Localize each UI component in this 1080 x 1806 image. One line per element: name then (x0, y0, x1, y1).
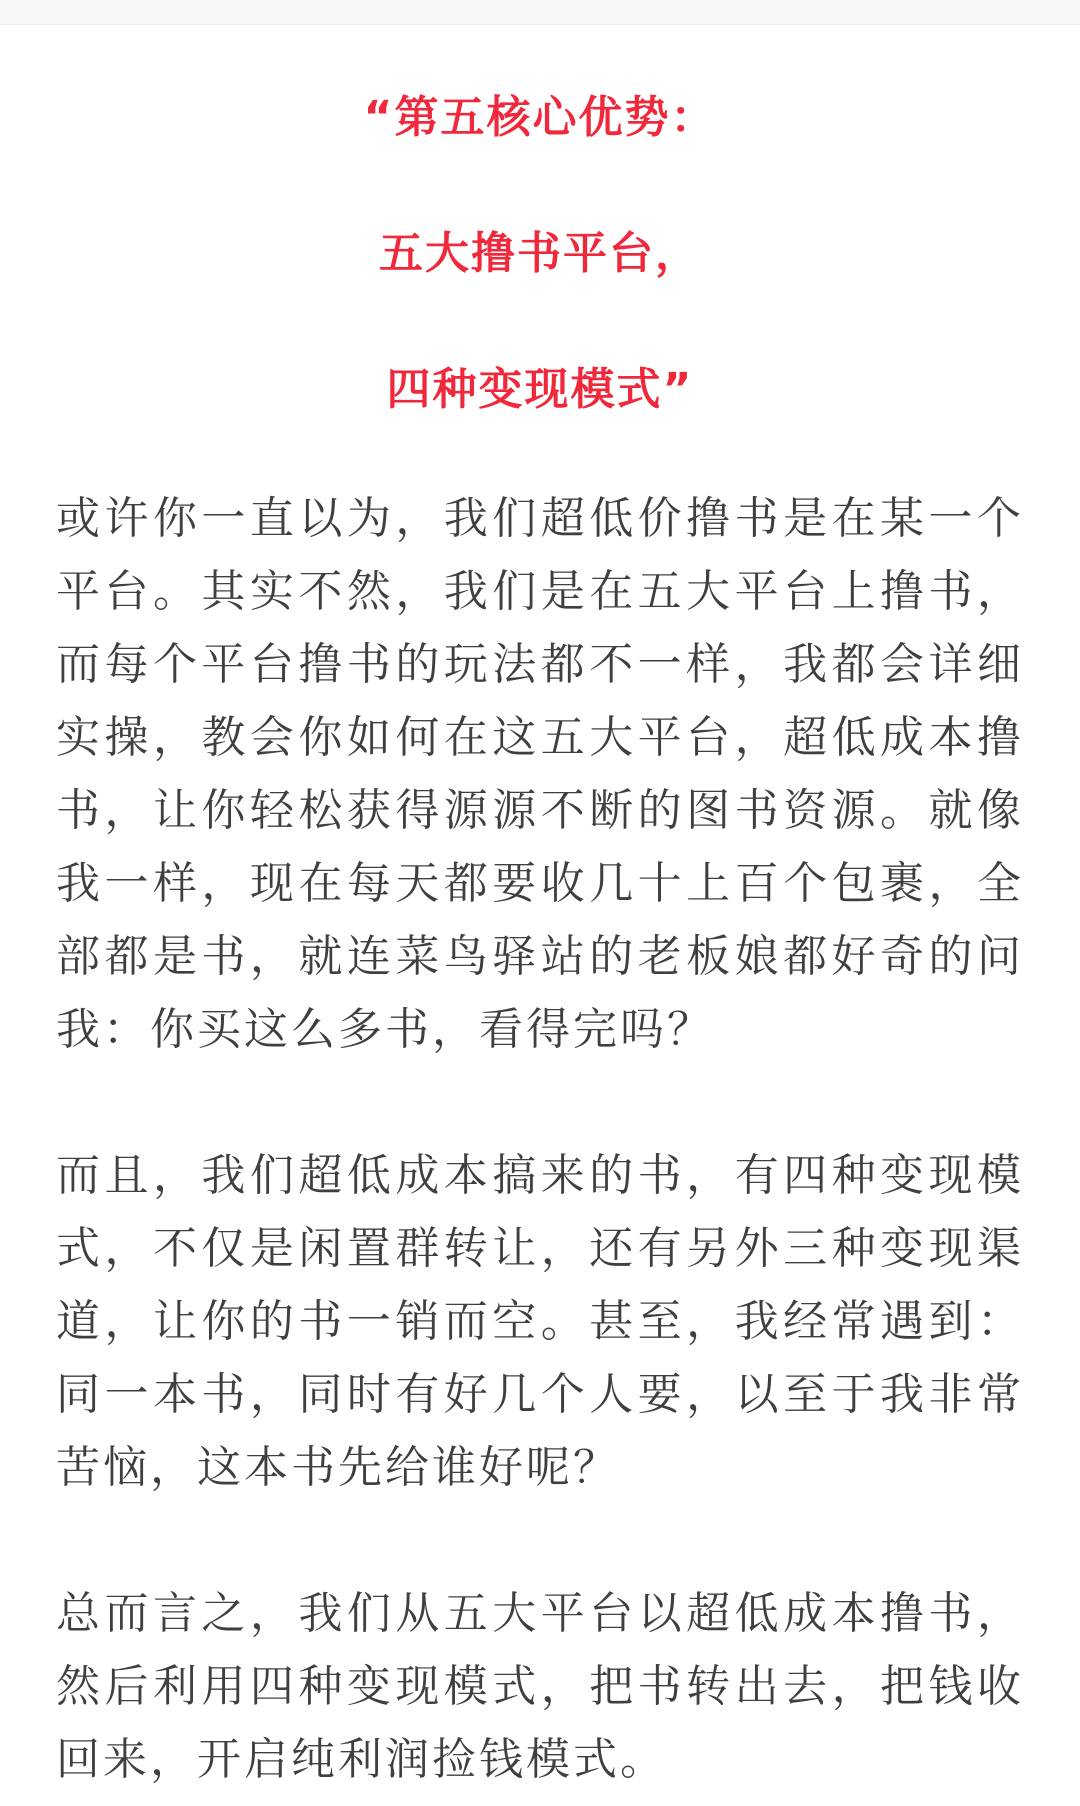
headline-line-1: “第五核心优势： (363, 92, 717, 143)
paragraph-3: 总而言之，我们从五大平台以超低成本撸书，然后利用四种变现模式，把书转出去，把钱收回来，开启纯利润捡钱模式。 (56, 1588, 1024, 1785)
headline (56, 90, 1024, 418)
headline-line-3: 四种变现模式” (386, 364, 694, 415)
paragraph-1: 或许你一直以为，我们超低价撸书是在某一个平台。其实不然，我们是在五大平台上撸书，而每个平台撸书的玩法都不一样，我都会详细实操，教会你如何在这五大平台，超低成本撸书，让你轻松获得源源不断的图书资源。就像我一样，现在每天都要收几十上百个包裹，全部都是书，就连菜鸟驿站的老板娘都好奇的问我：你买这么多书，看得完吗？ (56, 493, 1024, 1055)
paragraph-2: 而且，我们超低成本搞来的书，有四种变现模式，不仅是闲置群转让，还有另外三种变现渠道，让你的书一销而空。甚至，我经常遇到：同一本书，同时有好几个人要，以至于我非常苦恼，这本书先给谁好呢？ (56, 1150, 1024, 1493)
article-body (56, 90, 1024, 1796)
headline-line-2: 五大撸书平台， (379, 228, 701, 279)
top-status-strip (0, 0, 1080, 25)
